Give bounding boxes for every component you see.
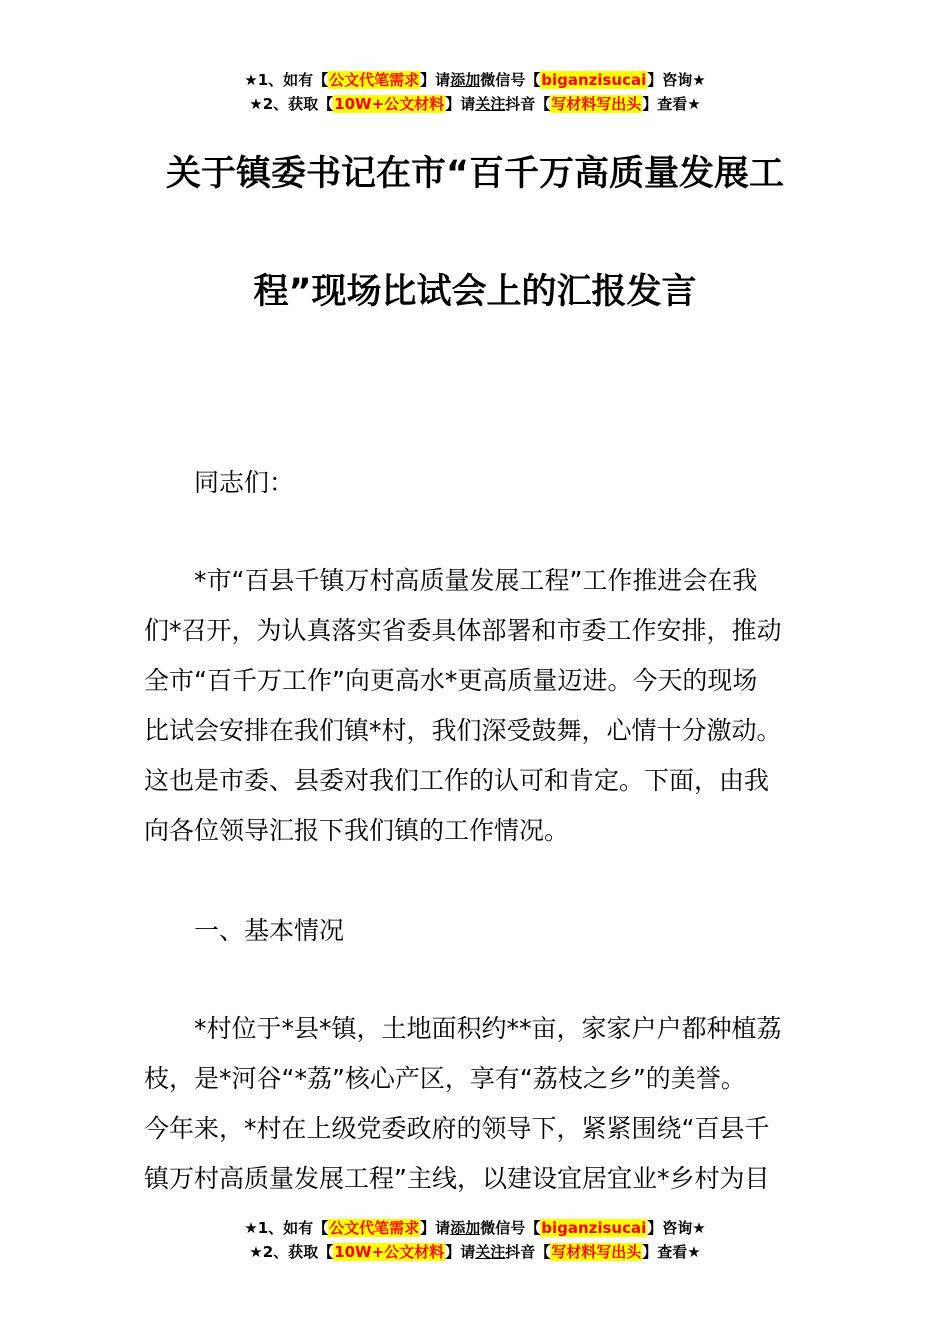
salutation: 同志们： xyxy=(194,468,295,497)
banner-line-2: ★2、获取【10W+公文材料】请关注抖音【写材料写出头】查看★ xyxy=(249,95,701,113)
highlight-wechat-id: biganzisucai xyxy=(541,1219,647,1237)
banner-line-2: ★2、获取【10W+公文材料】请关注抖音【写材料写出头】查看★ xyxy=(249,1243,701,1261)
highlight-wechat-id: biganzisucai xyxy=(541,71,647,89)
highlight-douyin: 写材料写出头 xyxy=(551,1243,642,1261)
footer-banner xyxy=(0,1216,950,1264)
paragraph-basic-situation: *村位于*县*镇，土地面积约**亩，家家户户都种植荔 枝，是*河谷“*荔”核心产区，享有“荔枝之乡”的美誉。 今年来，*村在上级党委政府的领导下，紧紧围绕“百县千 镇万村高质量发展工程”主线，以建设宜居宜业*乡村为目 xyxy=(144,1014,782,1193)
highlight-materials: 10W+公文材料 xyxy=(334,1243,445,1261)
section-heading-basic: 一、基本情况 xyxy=(194,916,345,945)
document-title-line-1: 关于镇委书记在市“百千万高质量发展工 xyxy=(165,154,784,194)
highlight-materials: 10W+公文材料 xyxy=(334,95,445,113)
banner-line-1: ★1、如有【公文代笔需求】请添加微信号【biganzisucai】咨询★ xyxy=(244,71,706,89)
highlight-service: 公文代笔需求 xyxy=(329,1219,420,1237)
highlight-douyin: 写材料写出头 xyxy=(551,95,642,113)
banner-line-1: ★1、如有【公文代笔需求】请添加微信号【biganzisucai】咨询★ xyxy=(244,1219,706,1237)
highlight-service: 公文代笔需求 xyxy=(329,71,420,89)
paragraph-intro: *市“百县千镇万村高质量发展工程”工作推进会在我 们*召开，为认真落实省委具体部署和市委工作安排，推动 全市“百千万工作”向更高水*更高质量迈进。今天的现场 比试会安排在我们镇*村，我们深受鼓舞，心情十分激动。 这也是市委、县委对我们工作的认可和肯定。下面，由我 向各位领导汇报下我们镇的工作情况。 xyxy=(144,566,782,845)
header-banner xyxy=(0,68,950,116)
document-title-line-2: 程”现场比试会上的汇报发言 xyxy=(253,272,697,312)
